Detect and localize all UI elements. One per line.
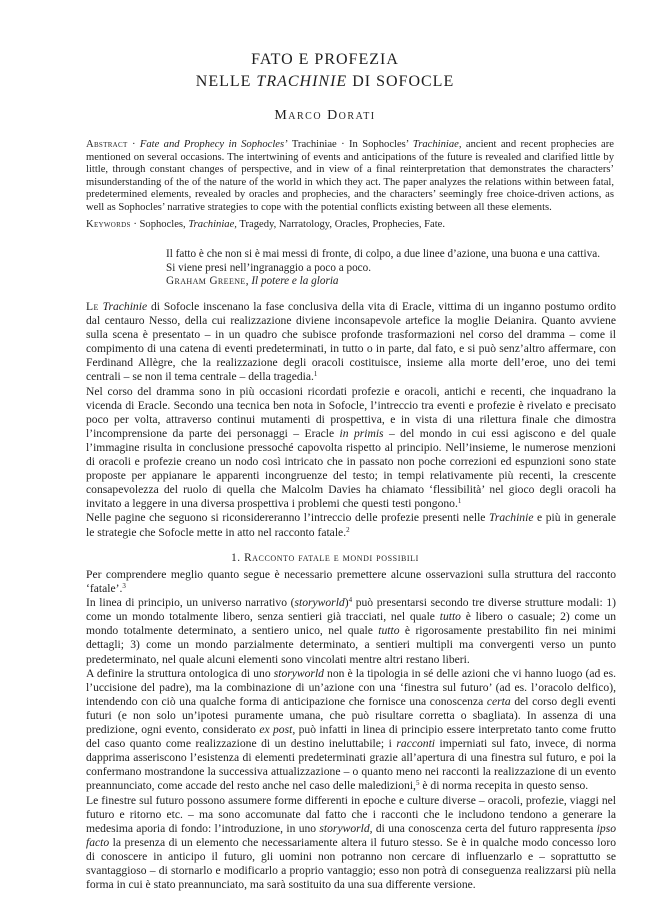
paragraph-text: In linea di principio, un universo narrativo ( <box>86 596 295 610</box>
keywords-a: Sophocles, <box>139 219 189 230</box>
article-title-line-2 <box>0 72 650 92</box>
paragraph-text: A definire la struttura ontologica di uno <box>86 666 274 680</box>
keywords <box>86 218 614 231</box>
epigraph <box>166 248 616 289</box>
keywords-separator: · <box>130 219 140 230</box>
paragraph <box>86 568 616 596</box>
paragraph-text: Nelle pagine che seguono si riconsidereranno l’intreccio delle profezie presenti nelle <box>86 511 490 525</box>
paragraph <box>86 511 616 539</box>
paragraph-text: la presenza di un elemento che necessariamente altera il futuro stesso. Se è in qualche modo concesso loro di conoscere in anticipo il futuro, gli uomini non potranno non cercare di influenzarlo e – soprattutto se svantaggioso – di stornarlo e modificarlo a proprio vantaggio; esso non potrà di conseguenza realizzarsi più nella forma in cui è stato preannunciato, ma sarà sostituito da una sua differente versione. <box>86 835 616 892</box>
paragraph-text: imperniati sul fato, invece, di norma dapprima asseriscono l’esistenza di elementi predeterminati grazie all’apertura di una finestra sul futuro, e poi la confermano mostrandone la successiva attualizzazione – o quanto meno nei racconti la realizzazione di un evento preannunciato, come accade del resto anche nel caso delle maledizioni, <box>86 737 616 793</box>
epigraph-line-2: Si viene presi nell’ingranaggio a poco a poco. <box>166 261 372 274</box>
emphasis: certa <box>486 694 511 708</box>
emphasis: ex post, <box>259 723 296 737</box>
section-heading: 1. Racconto fatale e mondi possibili <box>231 552 419 564</box>
emphasis: ipso facto <box>86 821 616 849</box>
paragraph-text: è libero o casuale; 2) come un mondo totalmente determinato, a sentiero unico, nel quale <box>86 610 617 638</box>
article-title-line-1: FATO E PROFEZIA <box>251 51 399 68</box>
abstract-text-italic: Trachiniae, <box>412 139 462 150</box>
footnote-ref[interactable]: 1 <box>313 370 318 379</box>
abstract-text-a: In Sophocles’ <box>349 139 413 150</box>
title-suffix: DI SOFOCLE <box>347 73 455 90</box>
author-name: Marco Dorati <box>274 108 376 123</box>
paragraph-text: può presentarsi secondo tre diverse strutture modali: 1) come un mondo totalmente libero, senza sentieri già tracciati, nel quale <box>86 596 616 624</box>
epigraph-separator: , <box>245 275 252 288</box>
paragraph-text: Nel corso del dramma sono in più occasioni ricordati profezie e oracoli, antichi e recenti, che inquadrano la vicenda di Eracle. Secondo una tecnica ben nota in Sofocle, l’intreccio tra eventi e profezie è rivelato e precisato poco per volta, attraverso continui mutamenti di prospettiva, e in vista di una rilettura finale che dimostra l’incomprensione da parte dei personaggi – Eracle <box>86 384 616 440</box>
paragraph-text: del corso degli eventi futuri (e non solo un’ipotesi puramente umana, che può risultare corretta o sbagliata). In assenza di una predizione, ogni evento, considerato <box>86 694 616 737</box>
emphasis: racconti <box>396 737 436 751</box>
emphasis: tutto <box>439 610 461 624</box>
paragraph <box>86 596 616 666</box>
footnote-ref[interactable]: 1 <box>457 497 462 506</box>
abstract-title-tail: Trachiniae <box>287 139 337 150</box>
paragraph-text: – del mondo in cui essi agiscono e del quale l’immagine risulta in conclusione pressoché capovolta rispetto al principio. Nell’insieme, le numerose menzioni di oracoli e profezie creano un nodo così intricato che in passato non poche correzioni ed espunzioni sono state proposte per appianare le apparenti incongruenze del testo; in tempi relativamente più recenti, la crescente consapevolezza del ruolo di quella che Malcolm Davies ha chiamato ‘flessibilità’ nel gioco degli oracoli ha invitato a leggere in una diversa prospettiva i problemi che questi testi pongono. <box>86 426 616 511</box>
paragraph <box>86 667 616 794</box>
footnote-ref[interactable]: 3 <box>122 582 126 591</box>
emphasis: storyworld <box>273 666 324 680</box>
epigraph-attribution <box>166 275 616 289</box>
footnote-ref[interactable]: 2 <box>346 525 350 534</box>
paragraph-text: è di norma recepita in questo senso. <box>419 779 589 793</box>
keywords-label: Keywords <box>86 219 131 230</box>
paragraph-text: e più in generale le strategie che Sofocle mette in atto nel racconto fatale. <box>86 511 616 539</box>
keywords-b: Tragedy, Narratology, Oracles, Prophecies, Fate. <box>236 219 446 230</box>
title-prefix: NELLE <box>195 73 257 90</box>
emphasis: storyworld <box>294 596 345 610</box>
footnote-ref[interactable]: 4 <box>348 596 353 605</box>
paragraph <box>86 794 616 893</box>
abstract-separator-2: · <box>336 139 350 150</box>
paragraph-text: Le finestre sul futuro possono assumere forme differenti in epoche e culture diverse – oracoli, profezie, viaggi nel futuro e ritorno etc. – ma sono accomunate dal fatto che i racconti che le includono tendono a generare la medesima aporia di fondo: l’introduzione, in uno <box>86 793 616 835</box>
paragraph-text: Per comprendere meglio quanto segue è necessario premettere alcune osservazioni sulla struttura del racconto ‘fatale’. <box>86 568 616 596</box>
abstract-title: Fate and Prophecy in Sophocles’ <box>139 139 288 150</box>
footnote-ref[interactable]: 5 <box>415 779 420 788</box>
paragraph-text: può infatti in linea di principio essere interpretato tanto come frutto del caso quanto come realizzazione di un destino ineluttabile; i <box>86 723 616 751</box>
lead-word: Le <box>86 300 99 313</box>
emphasis: Trachinie <box>102 300 148 313</box>
keywords-italic: Trachiniae, <box>188 219 237 230</box>
abstract-text-b: ancient and recent prophecies are mentioned on several occasions. The intertwining of events and anticipations of the future is revealed and clarified little by little, through constant changes of perspective, and in view of a final reinterpretation that demonstrates the characters’ misunderstanding of the of the nature of the world in which they act. The paper analyzes the relations within between fatal, predetermined elements, revealed by oracles and prophecies, and the characters’ seemingly free choice-driven actions, as well as Sophocles’ narrative strategies to cope with the potential conflicts existing between all these elements. <box>86 139 614 213</box>
abstract-separator: · <box>127 139 140 150</box>
paragraph <box>86 385 616 512</box>
epigraph-work: Il potere e la gloria <box>251 275 339 288</box>
emphasis: in primis <box>339 426 384 440</box>
paragraph-text: è rigorosamente prestabilito fin nei minimi dettagli; 3) come un mondo parzialmente determinato, a sentieri multipli ma convergenti verso un punto predeterminato, nel quale alcuni elementi sono vincolati mentre altri restano liberi. <box>86 624 616 666</box>
paragraph-text: non è la tipologia in sé delle azioni che vi hanno luogo (ad es. l’uccisione del padre), ma la combinazione di un’azione con una ‘finestra sul futuro’ (ad es. l’oracolo delfico), intendendo con ciò una qualche forma di anticipazione che fornisce una conoscenza <box>86 666 616 708</box>
section-1-body <box>86 568 616 892</box>
paragraph-text: di Sofocle inscenano la fase conclusiva della vita di Eracle, vittima di un inganno postumo ordito dal centauro Nesso, della cui realizzazione diviene inconsapevole artefice la moglie Deianira. Quanto avviene sulla scena è presentato – in un quadro che subisce profonde trasformazioni nel corso del dramma – come il compimento di una catena di eventi predeterminati, in tutto o in parte, dal fato, e si può senz’altro affermare, con Ferdinand Allègre, che la realizzazione degli oracoli costituisce, insieme alla morte dell’eroe, uno dei temi centrali – se non il tema centrale – della tragedia. <box>86 300 616 384</box>
abstract <box>86 139 614 215</box>
intro-section <box>86 300 616 540</box>
paragraph <box>86 300 616 385</box>
title-italic: TRACHINIE <box>256 73 348 90</box>
paragraph-text: di una conoscenza certa del futuro rappresenta <box>372 821 597 835</box>
emphasis: Trachinie <box>489 511 534 525</box>
epigraph-author: Graham Greene <box>166 275 246 288</box>
abstract-label: Abstract <box>86 139 128 150</box>
epigraph-line-1: Il fatto è che non si è mai messi di fronte, di colpo, a due linee d’azione, una buona e una cattiva. <box>166 248 600 260</box>
emphasis: storyworld, <box>319 821 373 835</box>
emphasis: tutto <box>378 624 400 638</box>
paragraph-text: ) <box>344 596 349 610</box>
